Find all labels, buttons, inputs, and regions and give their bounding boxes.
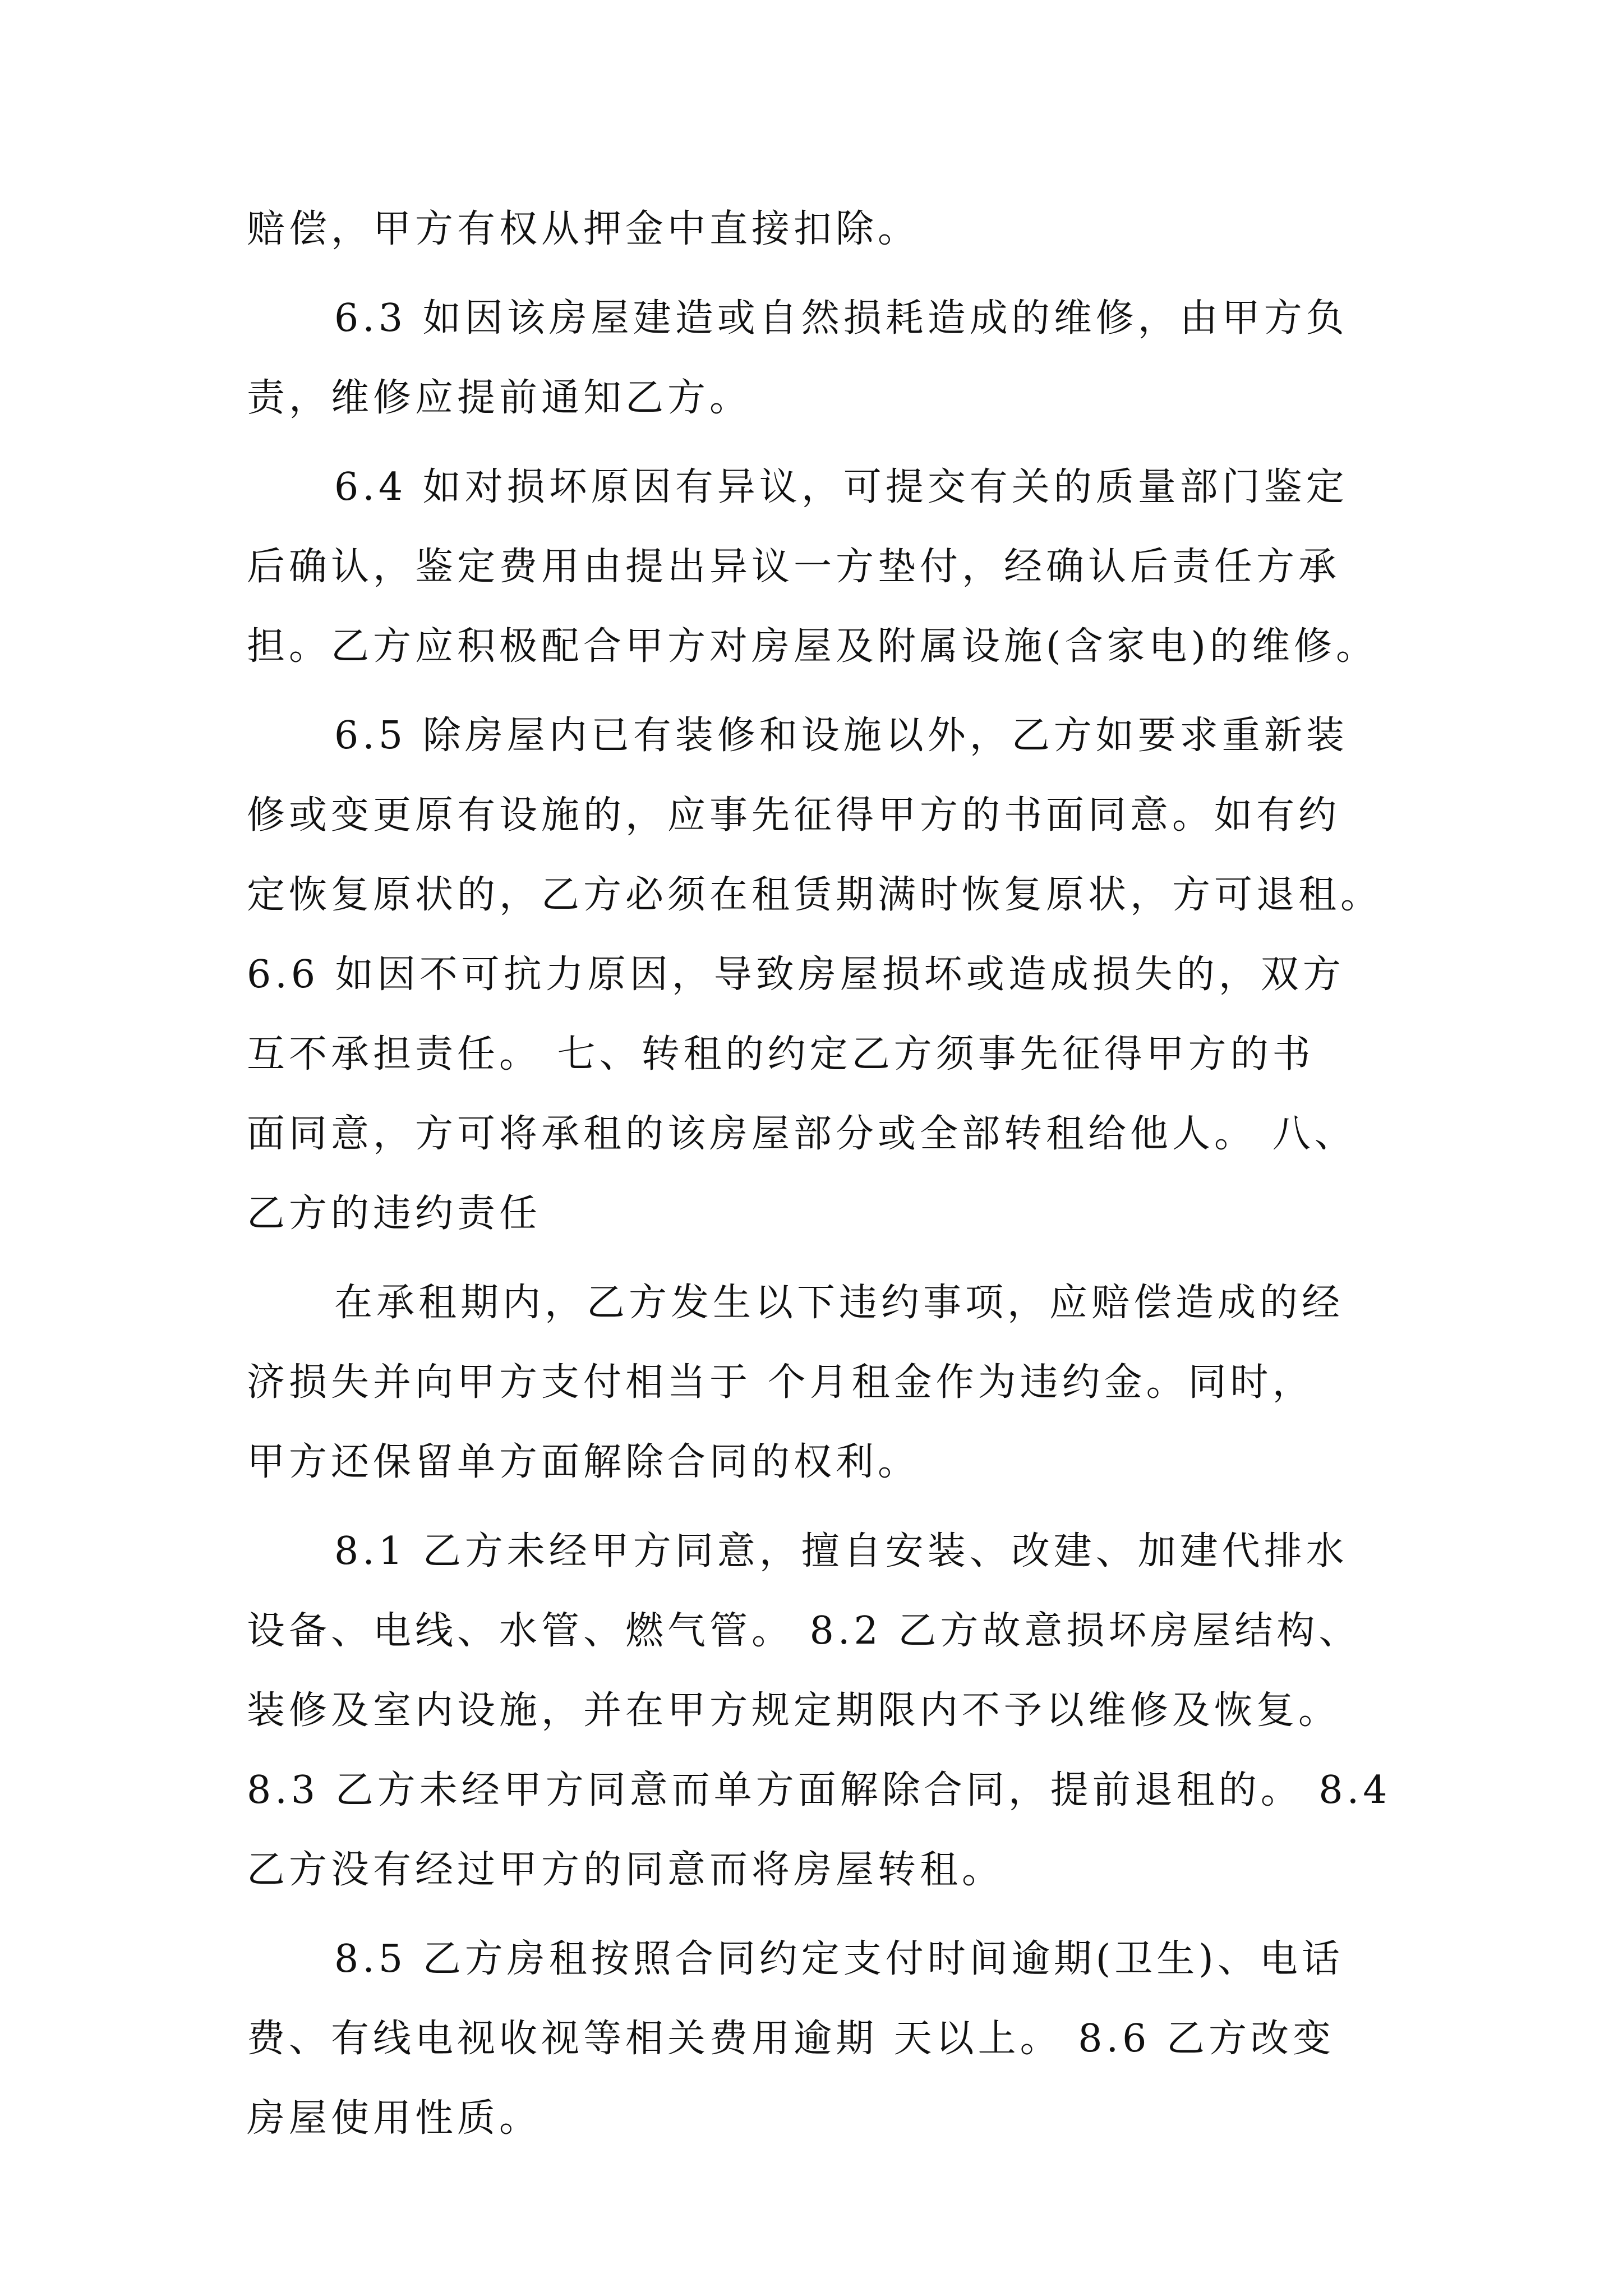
text-line: 6.4 如对损坏原因有异议，可提交有关的质量部门鉴定 (334, 465, 1348, 509)
text-line: 赔偿，甲方有权从押金中直接扣除。 (247, 207, 920, 251)
text-line: 设备、电线、水管、燃气管。 8.2 乙方故意损坏房屋结构、 (247, 1609, 1361, 1653)
paragraph-gap (247, 1502, 1402, 1512)
paragraph-gap (247, 1910, 1402, 1920)
text-line: 济损失并向甲方支付相当于 个月租金作为违约金。同时， (247, 1360, 1315, 1405)
paragraph-gap (247, 438, 1402, 448)
text-line: 6.3 如因该房屋建造或自然损耗造成的维修，由甲方负 (334, 296, 1348, 341)
text-line: 定恢复原状的，乙方必须在租赁期满时恢复原状，方可退租。 (247, 873, 1383, 917)
contract-body-text (247, 190, 1402, 2159)
text-line: 乙方的违约责任 (247, 1191, 542, 1236)
text-line: 甲方还保留单方面解除合同的权利。 (247, 1440, 920, 1484)
text-line: 房屋使用性质。 (247, 2096, 542, 2141)
text-line: 责，维修应提前通知乙方。 (247, 376, 752, 420)
text-line: 后确认，鉴定费用由提出异议一方垫付，经确认后责任方承 (247, 545, 1341, 589)
text-line: 8.5 乙方房租按照合同约定支付时间逾期(卫生)、电话 (334, 1937, 1344, 1981)
text-line: 互不承担责任。 七、转租的约定乙方须事先征得甲方的书 (247, 1032, 1315, 1076)
text-line: 在承租期内，乙方发生以下违约事项，应赔偿造成的经 (334, 1281, 1344, 1325)
text-line: 装修及室内设施，并在甲方规定期限内不予以维修及恢复。 (247, 1688, 1341, 1733)
text-line: 面同意，方可将承租的该房屋部分或全部转租给他人。 八、 (247, 1112, 1357, 1156)
text-line: 6.5 除房屋内已有装修和设施以外，乙方如要求重新装 (334, 714, 1348, 758)
paragraph-gap (247, 269, 1402, 279)
text-line: 修或变更原有设施的，应事先征得甲方的书面同意。如有约 (247, 793, 1341, 838)
text-line: 费、有线电视收视等相关费用逾期 天以上。 8.6 乙方改变 (247, 2017, 1335, 2061)
paragraph-gap (247, 687, 1402, 696)
text-line: 8.1 乙方未经甲方同意，擅自安装、改建、加建代排水 (334, 1529, 1348, 1573)
text-line: 乙方没有经过甲方的同意而将房屋转租。 (247, 1848, 1004, 1892)
text-line: 担。乙方应积极配合甲方对房屋及附属设施(含家电)的维修。 (247, 624, 1378, 669)
paragraph-gap (247, 1254, 1402, 1263)
text-line: 6.6 如因不可抗力原因，导致房屋损坏或造成损失的，双方 (247, 953, 1345, 997)
text-line: 8.3 乙方未经甲方同意而单方面解除合同，提前退租的。 8.4 (247, 1768, 1391, 1812)
